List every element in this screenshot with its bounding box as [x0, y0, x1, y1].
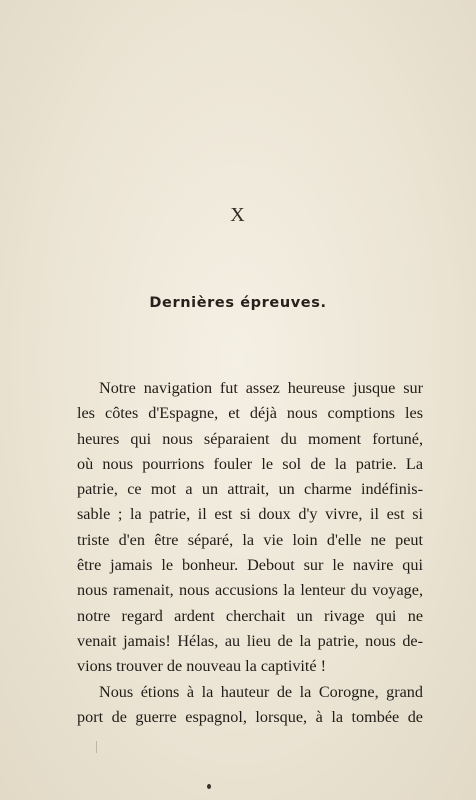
text-line: nous ramenait, nous accusions la lenteur du voyage,: [77, 581, 423, 600]
text-line: Nous étions à la hauteur de la Corogne, grand: [99, 682, 423, 701]
text-line: triste d'en être séparé, la vie loin d'elle ne peut: [77, 530, 423, 549]
paper-mark: [96, 741, 97, 753]
text-line: où nous pourrions fouler le sol de la patrie. La: [77, 454, 423, 473]
text-line: sable ; la patrie, il est si doux d'y vivre, il est si: [77, 505, 423, 524]
text-line: port de guerre espagnol, lorsque, à la tombée de: [77, 707, 423, 726]
text-line: vions trouver de nouveau la captivité !: [77, 657, 327, 676]
body-text: [77, 376, 423, 730]
text-line: venait jamais! Hélas, au lieu de la patrie, nous de-: [77, 631, 423, 650]
text-line: patrie, ce mot a un attrait, un charme indéfinis-: [77, 480, 423, 499]
chapter-number: X: [230, 204, 246, 226]
text-line: Notre navigation fut assez heureuse jusque sur: [99, 379, 423, 397]
text-line: les côtes d'Espagne, et déjà nous comptions les: [77, 404, 423, 423]
text-line: notre regard ardent cherchait un rivage qui ne: [77, 606, 423, 625]
text-line: être jamais le bonheur. Debout sur le navire qui: [77, 556, 423, 575]
chapter-title: Dernières épreuves.: [149, 295, 327, 311]
ink-dot: [207, 784, 211, 789]
text-line: heures qui nous séparaient du moment fortuné,: [77, 429, 423, 448]
